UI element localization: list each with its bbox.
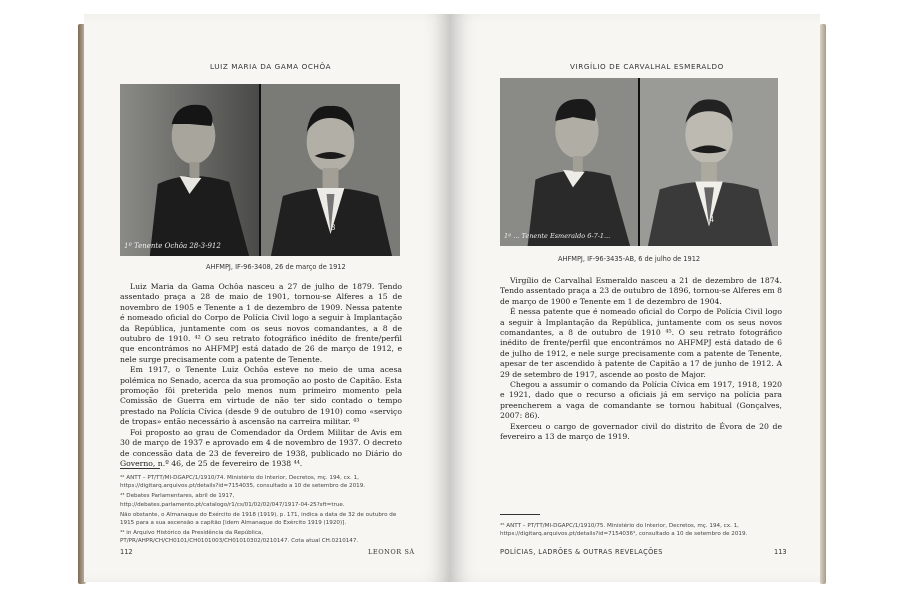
left-paragraph: Foi proposto ao grau de Comendador da Ordem Militar de Avis em 30 de março de 1937 e aprovado em 4 de novembro de 1937. O decreto de concessão data de 23 de fevereiro de 1938, publicado no Diário do Governo, n.º 46, de 25 de fevereiro de 1938 ⁴⁴.	[120, 427, 402, 468]
right-paragraph: É nessa patente que é nomeado oficial do Corpo de Polícia Civil logo a seguir à Implantação da República, juntamente com os seus novos comandantes, a 8 de outubro de 1910 ⁴⁵. O seu retrato fotográfico inédito de frente/perfil que encontrámos no AHFMPJ está datado de 6 de julho de 1912, e nele surge precisamente com a patente de Tenente, apesar de ter ascendido à patente de Capitão a 17 de junho de 1912. A 29 de setembro de 1917, ascende ao posto de Major.	[500, 307, 782, 379]
left-page	[84, 14, 450, 582]
right-photo-profile	[500, 78, 638, 246]
left-paragraph: Luiz Maria da Gama Ochôa nasceu a 27 de julho de 1879. Tendo assentado praça a 28 de maio de 1901, tornou-se Alferes a 15 de novembro de 1905 e Tenente a 1 de dezembro de 1909. Nessa patente é nomeado oficial do Corpo de Polícia Civil logo a seguir à Implantação da República, juntamente com os seus novos comandantes, a 8 de outubro de 1910. ⁴² O seu retrato fotográfico inédito de frente/perfil que encontrámos no AHFMPJ está datado de 26 de março de 1912, e nele surge precisamente com a patente de Tenente.	[120, 282, 402, 364]
left-body-text	[120, 282, 402, 469]
footnote: Não obstante, o Almanaque do Exército de 1918 (1919), p. 171, indica a data de 32 de outubro de 1915 para a sua ascensão a capitão [idem Almanaque do Exército 1919 (1920)].	[120, 511, 397, 527]
left-footnotes	[120, 474, 402, 548]
footnote: ⁴⁴ in Arquivo Histórico da Presidência da República, PT/PR/AHPR/CH/CH0101/CH0101003/CH01010302/0210147. Cota atual CH.0210147.	[120, 530, 359, 545]
left-footnote-rule	[120, 468, 160, 469]
right-photo-plate-text: 1º ... Tenente Esmeraldo 6-7-1...	[504, 232, 611, 240]
left-page-number: 112	[120, 548, 133, 556]
right-paragraph: Exerceu o cargo de governador civil do distrito de Évora de 20 de fevereiro a 13 de março de 1919.	[500, 421, 782, 442]
right-photo-caption: AHFMPJ, IF-96-3435-AB, 6 de julho de 1912	[558, 255, 701, 263]
footnote: ⁴³ Debates Parlamentares, abril de 1917, http://debates.parlamento.pt/catalogo/r1/cs/01/02/02/047/1917-04-25?sft=true.	[120, 493, 345, 508]
right-photo-front	[640, 78, 778, 246]
left-photo-number: 3	[330, 223, 336, 232]
footnote: ⁴² ANTT – PT/TT/MI-DGAPC/1/1910/74. Ministério do Interior, Decretos, mç. 194, cx. 1, https://digitarq.arquivos.pt/details?id=7154035, consultado a 10 de setembro de 2019.	[120, 475, 366, 490]
left-paragraph: Em 1917, o Tenente Luiz Ochôa esteve no meio de uma acesa polémica no Senado, acerca da sua promoção ao posto de Capitão. Esta promoção fôi preterida pelo menos num primeiro momento pela Comissão de Guerra em virtude de não ter sido contado o tempo prestado na Polícia Cívica (desde 9 de outubro de 1910) como «serviço de tropas» então necessário à ascensão na carreira militar. ⁴³	[120, 365, 402, 427]
left-mugshot-photo	[120, 84, 400, 256]
right-mugshot-photo	[500, 78, 778, 246]
right-photo-number: 4	[709, 215, 715, 224]
left-photo-caption: AHFMPJ, IF-96-3408, 26 de março de 1912	[206, 263, 346, 271]
left-photo-profile	[120, 84, 259, 256]
left-running-foot: LEONOR SÁ	[368, 548, 415, 556]
right-running-header: VIRGÍLIO DE CARVALHAL ESMERALDO	[570, 62, 724, 71]
left-photo-plate-text: 1º Tenente Ochôa 28-3-912	[124, 242, 221, 250]
left-photo-front	[261, 84, 400, 256]
book-edge-right	[820, 24, 826, 584]
right-page-number: 113	[774, 548, 787, 556]
left-running-header: LUIZ MARIA DA GAMA OCHÔA	[210, 62, 332, 71]
right-page	[450, 14, 820, 582]
right-paragraph: Chegou a assumir o comando da Polícia Cívica em 1917, 1918, 1920 e 1921, dado que o recurso a oficiais já em serviço na polícia para preencherem a vaga de comandante se tornou habitual (Gonçalves, 2007: 86).	[500, 380, 782, 421]
book-spread	[78, 14, 826, 586]
right-footnote-rule	[500, 514, 540, 515]
right-footnotes	[500, 522, 782, 540]
right-paragraph: Virgílio de Carvalhal Esmeraldo nasceu a 21 de dezembro de 1874. Tendo assentado praça a 23 de outubro de 1896, tornou-se Alferes em 8 de março de 1900 e Tenente em 1 de dezembro de 1904.	[500, 276, 782, 306]
footnote: ⁴⁵ ANTT – PT/TT/MI-DGAPC/1/1910/75. Ministério do Interior, Decretos, mç. 194, cx. 1, https://digitarq.arquivos.pt/details?id=7154036⁴, consultado a 10 de setembro de 2019.	[500, 523, 748, 538]
right-running-foot: POLÍCIAS, LADRÕES & OUTRAS REVELAÇÕES	[500, 548, 663, 556]
right-body-text	[500, 276, 782, 443]
